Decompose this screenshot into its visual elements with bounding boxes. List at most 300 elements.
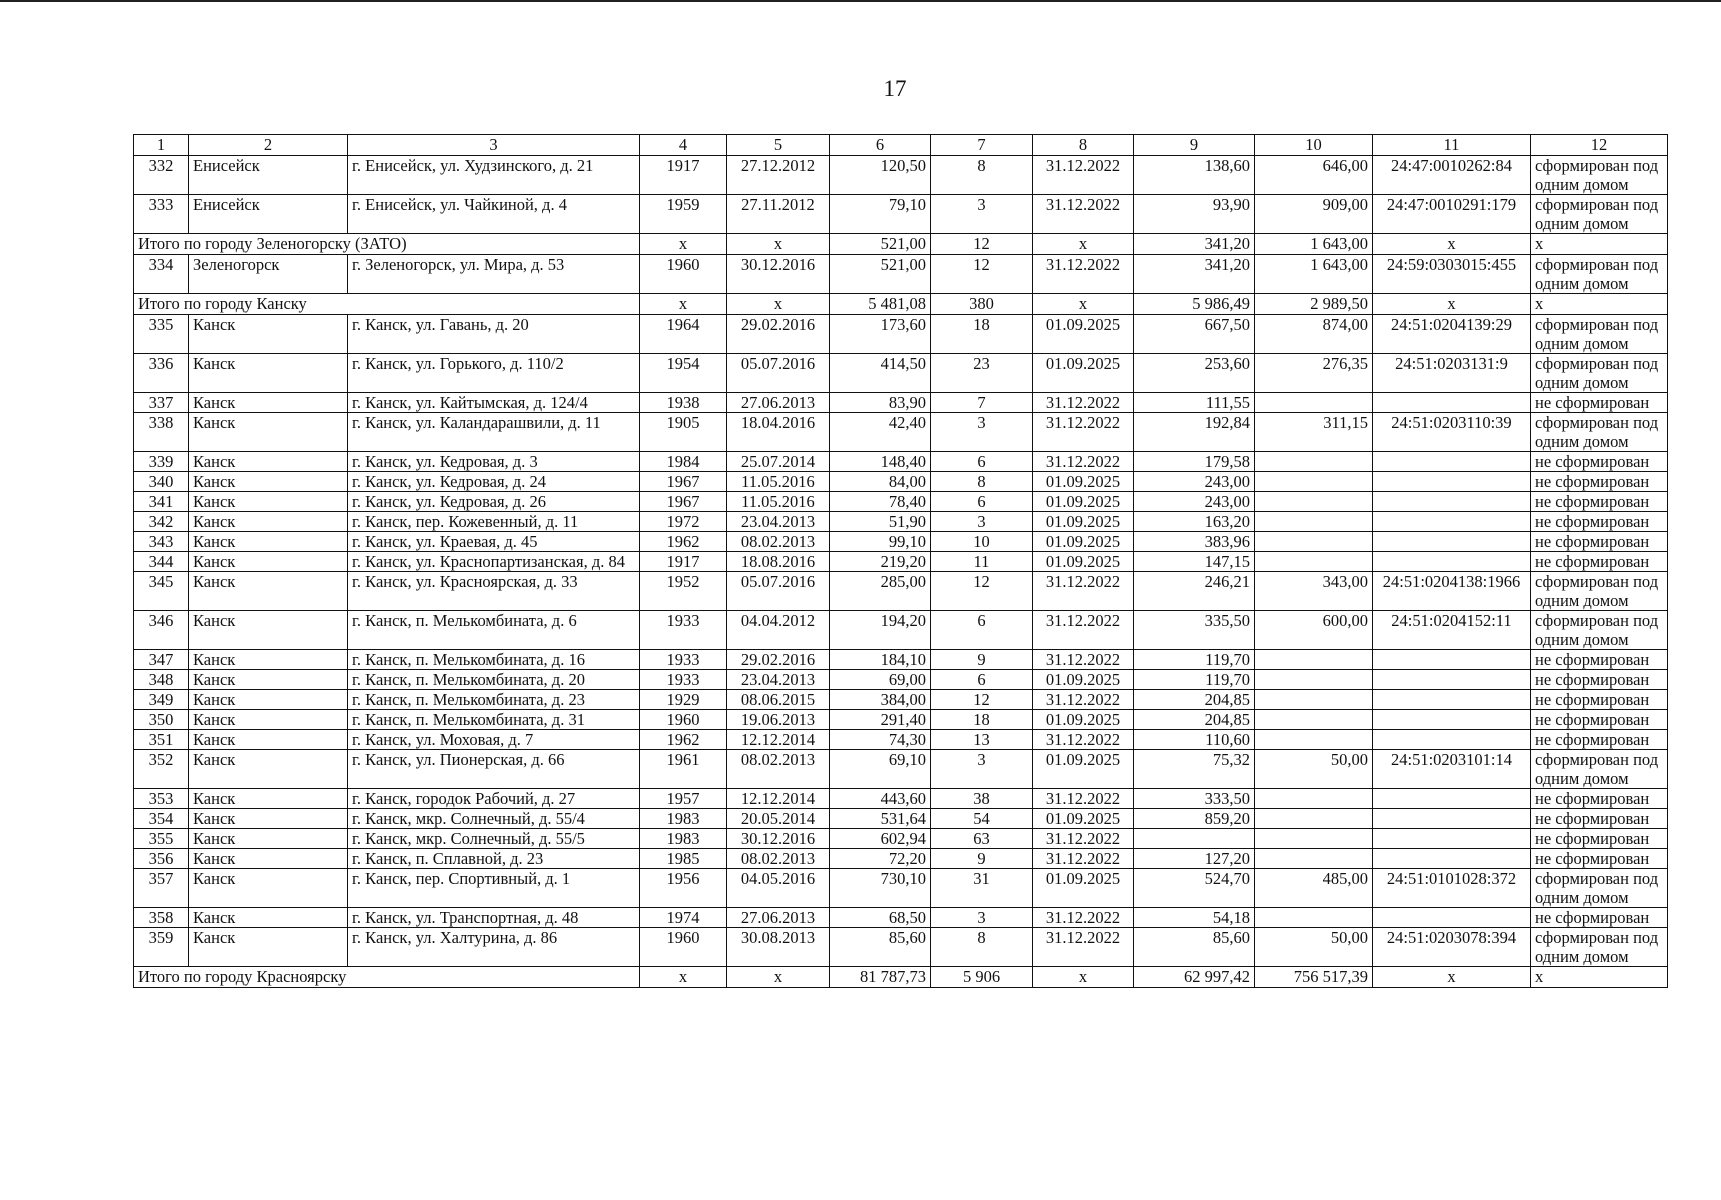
cell-cadastral-number: 24:51:0204152:11 (1373, 611, 1531, 650)
cell-row-number: 332 (134, 156, 189, 195)
table-row (134, 315, 1668, 354)
cell-year-built: 1957 (640, 789, 727, 809)
table-row (134, 670, 1668, 690)
cell-relocation-deadline: 01.09.2025 (1033, 354, 1134, 393)
cell-row-number: 345 (134, 572, 189, 611)
cell-residents: 9 (931, 849, 1033, 869)
cell-land-status: сформирован под одним домом (1531, 195, 1668, 234)
cell-address: г. Канск, ул. Гавань, д. 20 (348, 315, 640, 354)
cell-land-status: не сформирован (1531, 730, 1668, 750)
page-number: 17 (883, 76, 907, 101)
cell-area-9: 179,58 (1134, 452, 1255, 472)
table-body (134, 156, 1668, 988)
cell-relocation-deadline: 01.09.2025 (1033, 869, 1134, 908)
column-number-row (134, 135, 1668, 156)
cell-land-area: 311,15 (1255, 413, 1373, 452)
cell-land-status: не сформирован (1531, 650, 1668, 670)
cell-land-status: не сформирован (1531, 492, 1668, 512)
cell-recognition-date: 05.07.2016 (727, 572, 830, 611)
cell-city: Канск (189, 789, 348, 809)
cell-relocation-deadline: 31.12.2022 (1033, 730, 1134, 750)
cell-land-status: не сформирован (1531, 829, 1668, 849)
cell-recognition-date: 23.04.2013 (727, 512, 830, 532)
cell-area: 74,30 (830, 730, 931, 750)
cell-area: 531,64 (830, 809, 931, 829)
cell-land-area: 485,00 (1255, 869, 1373, 908)
cell-area: 69,00 (830, 670, 931, 690)
cell-land-status: сформирован под одним домом (1531, 869, 1668, 908)
column-header-7: 7 (931, 135, 1033, 156)
page-top-border (0, 0, 1721, 2)
cell-cadastral-number: 24:47:0010262:84 (1373, 156, 1531, 195)
cell-city: Канск (189, 413, 348, 452)
cell-area: 219,20 (830, 552, 931, 572)
cell-city: Канск (189, 829, 348, 849)
cell-relocation-deadline: 01.09.2025 (1033, 512, 1134, 532)
cell-land-area: 50,00 (1255, 928, 1373, 967)
cell-area-9: 54,18 (1134, 908, 1255, 928)
subtotal-land-area: 756 517,39 (1255, 967, 1373, 988)
cell-residents: 11 (931, 552, 1033, 572)
cell-area: 68,50 (830, 908, 931, 928)
cell-residents: 6 (931, 670, 1033, 690)
housing-register-table (133, 134, 1668, 988)
column-header-11: 11 (1373, 135, 1531, 156)
cell-residents: 8 (931, 472, 1033, 492)
cell-area: 414,50 (830, 354, 931, 393)
cell-area-9: 119,70 (1134, 650, 1255, 670)
cell-recognition-date: 27.06.2013 (727, 908, 830, 928)
cell-address: г. Канск, мкр. Солнечный, д. 55/5 (348, 829, 640, 849)
cell-area-9: 204,85 (1134, 710, 1255, 730)
cell-address: г. Канск, мкр. Солнечный, д. 55/4 (348, 809, 640, 829)
cell-land-status: не сформирован (1531, 552, 1668, 572)
cell-address: г. Канск, ул. Кедровая, д. 3 (348, 452, 640, 472)
cell-residents: 6 (931, 492, 1033, 512)
column-header-8: 8 (1033, 135, 1134, 156)
cell-row-number: 349 (134, 690, 189, 710)
table-row (134, 452, 1668, 472)
cell-land-area: 874,00 (1255, 315, 1373, 354)
cell-row-number: 356 (134, 849, 189, 869)
cell-recognition-date: 23.04.2013 (727, 670, 830, 690)
table-row (134, 156, 1668, 195)
cell-area-9: 75,32 (1134, 750, 1255, 789)
cell-relocation-deadline: 31.12.2022 (1033, 849, 1134, 869)
cell-address: г. Енисейск, ул. Чайкиной, д. 4 (348, 195, 640, 234)
cell-land-area: 1 643,00 (1255, 255, 1373, 294)
cell-cadastral-number (1373, 809, 1531, 829)
cell-cadastral-number (1373, 492, 1531, 512)
cell-row-number: 350 (134, 710, 189, 730)
cell-relocation-deadline: 31.12.2022 (1033, 928, 1134, 967)
cell-land-area (1255, 552, 1373, 572)
cell-recognition-date: 11.05.2016 (727, 492, 830, 512)
subtotal-area: 81 787,73 (830, 967, 931, 988)
cell-area: 184,10 (830, 650, 931, 670)
cell-address: г. Канск, п. Сплавной, д. 23 (348, 849, 640, 869)
cell-recognition-date: 25.07.2014 (727, 452, 830, 472)
cell-relocation-deadline: 31.12.2022 (1033, 650, 1134, 670)
cell-land-area (1255, 908, 1373, 928)
cell-cadastral-number (1373, 908, 1531, 928)
cell-recognition-date: 18.04.2016 (727, 413, 830, 452)
cell-area-9: 246,21 (1134, 572, 1255, 611)
cell-area-9: 110,60 (1134, 730, 1255, 750)
cell-row-number: 341 (134, 492, 189, 512)
cell-city: Канск (189, 472, 348, 492)
cell-land-status: не сформирован (1531, 789, 1668, 809)
cell-year-built: 1961 (640, 750, 727, 789)
cell-land-area: 343,00 (1255, 572, 1373, 611)
cell-land-status: не сформирован (1531, 710, 1668, 730)
cell-recognition-date: 30.12.2016 (727, 829, 830, 849)
cell-land-area: 646,00 (1255, 156, 1373, 195)
cell-recognition-date: 29.02.2016 (727, 650, 830, 670)
subtotal-land-status: x (1531, 967, 1668, 988)
subtotal-row (134, 294, 1668, 315)
cell-city: Канск (189, 354, 348, 393)
cell-city: Канск (189, 393, 348, 413)
cell-area-9: 127,20 (1134, 849, 1255, 869)
table-row (134, 393, 1668, 413)
subtotal-year-built: x (640, 294, 727, 315)
subtotal-area-9: 62 997,42 (1134, 967, 1255, 988)
cell-relocation-deadline: 31.12.2022 (1033, 393, 1134, 413)
cell-area: 384,00 (830, 690, 931, 710)
cell-area-9: 243,00 (1134, 492, 1255, 512)
subtotal-cadastral-number: x (1373, 294, 1531, 315)
cell-relocation-deadline: 31.12.2022 (1033, 789, 1134, 809)
cell-recognition-date: 12.12.2014 (727, 789, 830, 809)
cell-relocation-deadline: 01.09.2025 (1033, 472, 1134, 492)
cell-address: г. Канск, п. Мелькомбината, д. 6 (348, 611, 640, 650)
cell-address: г. Канск, ул. Халтурина, д. 86 (348, 928, 640, 967)
cell-area-9: 859,20 (1134, 809, 1255, 829)
cell-area: 79,10 (830, 195, 931, 234)
cell-year-built: 1983 (640, 809, 727, 829)
cell-residents: 54 (931, 809, 1033, 829)
cell-recognition-date: 27.06.2013 (727, 393, 830, 413)
cell-address: г. Канск, п. Мелькомбината, д. 23 (348, 690, 640, 710)
cell-year-built: 1933 (640, 670, 727, 690)
cell-area: 120,50 (830, 156, 931, 195)
cell-cadastral-number: 24:59:0303015:455 (1373, 255, 1531, 294)
cell-cadastral-number (1373, 670, 1531, 690)
column-header-2: 2 (189, 135, 348, 156)
table-row (134, 928, 1668, 967)
subtotal-area-9: 5 986,49 (1134, 294, 1255, 315)
cell-relocation-deadline: 01.09.2025 (1033, 809, 1134, 829)
cell-area-9: 333,50 (1134, 789, 1255, 809)
cell-row-number: 353 (134, 789, 189, 809)
subtotal-label: Итого по городу Зеленогорску (ЗАТО) (134, 234, 640, 255)
cell-city: Канск (189, 908, 348, 928)
cell-recognition-date: 08.02.2013 (727, 849, 830, 869)
cell-cadastral-number: 24:51:0203101:14 (1373, 750, 1531, 789)
cell-cadastral-number (1373, 710, 1531, 730)
cell-cadastral-number (1373, 472, 1531, 492)
cell-recognition-date: 04.05.2016 (727, 869, 830, 908)
cell-city: Енисейск (189, 195, 348, 234)
table-row (134, 552, 1668, 572)
cell-land-status: сформирован под одним домом (1531, 413, 1668, 452)
cell-cadastral-number: 24:51:0203131:9 (1373, 354, 1531, 393)
cell-row-number: 337 (134, 393, 189, 413)
subtotal-area: 5 481,08 (830, 294, 931, 315)
cell-year-built: 1962 (640, 532, 727, 552)
cell-year-built: 1905 (640, 413, 727, 452)
cell-land-area (1255, 789, 1373, 809)
cell-area: 72,20 (830, 849, 931, 869)
table-row (134, 611, 1668, 650)
table-row (134, 572, 1668, 611)
cell-row-number: 346 (134, 611, 189, 650)
cell-residents: 18 (931, 315, 1033, 354)
cell-land-status: не сформирован (1531, 472, 1668, 492)
cell-land-status: не сформирован (1531, 809, 1668, 829)
cell-address: г. Канск, ул. Кедровая, д. 24 (348, 472, 640, 492)
cell-recognition-date: 30.12.2016 (727, 255, 830, 294)
cell-residents: 12 (931, 690, 1033, 710)
cell-area-9: 243,00 (1134, 472, 1255, 492)
cell-residents: 3 (931, 908, 1033, 928)
cell-area: 173,60 (830, 315, 931, 354)
subtotal-recognition-date: x (727, 234, 830, 255)
cell-relocation-deadline: 01.09.2025 (1033, 552, 1134, 572)
cell-area: 730,10 (830, 869, 931, 908)
subtotal-row (134, 967, 1668, 988)
cell-city: Канск (189, 512, 348, 532)
cell-area: 285,00 (830, 572, 931, 611)
cell-year-built: 1972 (640, 512, 727, 532)
cell-row-number: 334 (134, 255, 189, 294)
subtotal-residents: 380 (931, 294, 1033, 315)
cell-residents: 31 (931, 869, 1033, 908)
cell-land-area (1255, 730, 1373, 750)
cell-city: Канск (189, 611, 348, 650)
cell-year-built: 1938 (640, 393, 727, 413)
cell-year-built: 1967 (640, 472, 727, 492)
cell-area-9: 335,50 (1134, 611, 1255, 650)
cell-area-9: 524,70 (1134, 869, 1255, 908)
cell-recognition-date: 04.04.2012 (727, 611, 830, 650)
cell-residents: 18 (931, 710, 1033, 730)
cell-city: Канск (189, 532, 348, 552)
cell-year-built: 1917 (640, 156, 727, 195)
cell-address: г. Канск, ул. Пионерская, д. 66 (348, 750, 640, 789)
cell-land-status: сформирован под одним домом (1531, 611, 1668, 650)
cell-land-area: 600,00 (1255, 611, 1373, 650)
cell-area: 85,60 (830, 928, 931, 967)
cell-area: 148,40 (830, 452, 931, 472)
cell-land-status: не сформирован (1531, 512, 1668, 532)
cell-recognition-date: 20.05.2014 (727, 809, 830, 829)
cell-city: Канск (189, 572, 348, 611)
cell-row-number: 342 (134, 512, 189, 532)
cell-city: Канск (189, 730, 348, 750)
subtotal-recognition-date: x (727, 294, 830, 315)
cell-cadastral-number (1373, 512, 1531, 532)
cell-residents: 12 (931, 572, 1033, 611)
cell-area-9: 119,70 (1134, 670, 1255, 690)
cell-row-number: 336 (134, 354, 189, 393)
cell-row-number: 347 (134, 650, 189, 670)
cell-residents: 9 (931, 650, 1033, 670)
cell-city: Канск (189, 492, 348, 512)
subtotal-cadastral-number: x (1373, 234, 1531, 255)
cell-residents: 3 (931, 750, 1033, 789)
table-row (134, 195, 1668, 234)
cell-address: г. Канск, ул. Краевая, д. 45 (348, 532, 640, 552)
cell-row-number: 344 (134, 552, 189, 572)
cell-cadastral-number (1373, 849, 1531, 869)
cell-area-9: 85,60 (1134, 928, 1255, 967)
cell-city: Канск (189, 670, 348, 690)
cell-residents: 12 (931, 255, 1033, 294)
cell-city: Канск (189, 650, 348, 670)
cell-cadastral-number: 24:51:0203110:39 (1373, 413, 1531, 452)
cell-year-built: 1962 (640, 730, 727, 750)
subtotal-recognition-date: x (727, 967, 830, 988)
cell-address: г. Канск, ул. Каландарашвили, д. 11 (348, 413, 640, 452)
cell-land-area (1255, 849, 1373, 869)
cell-year-built: 1967 (640, 492, 727, 512)
cell-land-area (1255, 650, 1373, 670)
cell-land-status: сформирован под одним домом (1531, 354, 1668, 393)
cell-relocation-deadline: 31.12.2022 (1033, 690, 1134, 710)
cell-recognition-date: 30.08.2013 (727, 928, 830, 967)
subtotal-label: Итого по городу Канску (134, 294, 640, 315)
cell-land-status: сформирован под одним домом (1531, 750, 1668, 789)
cell-year-built: 1933 (640, 611, 727, 650)
cell-address: г. Канск, п. Мелькомбината, д. 31 (348, 710, 640, 730)
cell-cadastral-number: 24:51:0204139:29 (1373, 315, 1531, 354)
cell-year-built: 1933 (640, 650, 727, 670)
cell-area-9: 253,60 (1134, 354, 1255, 393)
cell-residents: 7 (931, 393, 1033, 413)
cell-cadastral-number (1373, 650, 1531, 670)
table-row (134, 532, 1668, 552)
table-row (134, 750, 1668, 789)
cell-residents: 3 (931, 195, 1033, 234)
cell-city: Канск (189, 690, 348, 710)
cell-year-built: 1964 (640, 315, 727, 354)
subtotal-relocation-deadline: x (1033, 967, 1134, 988)
cell-land-area (1255, 393, 1373, 413)
cell-address: г. Зеленогорск, ул. Мира, д. 53 (348, 255, 640, 294)
cell-cadastral-number (1373, 730, 1531, 750)
cell-relocation-deadline: 01.09.2025 (1033, 670, 1134, 690)
cell-area: 69,10 (830, 750, 931, 789)
cell-relocation-deadline: 01.09.2025 (1033, 492, 1134, 512)
cell-area: 99,10 (830, 532, 931, 552)
subtotal-land-status: x (1531, 294, 1668, 315)
subtotal-area: 521,00 (830, 234, 931, 255)
subtotal-year-built: x (640, 967, 727, 988)
cell-row-number: 343 (134, 532, 189, 552)
cell-recognition-date: 08.02.2013 (727, 532, 830, 552)
cell-area-9: 138,60 (1134, 156, 1255, 195)
cell-land-status: сформирован под одним домом (1531, 572, 1668, 611)
cell-year-built: 1917 (640, 552, 727, 572)
cell-address: г. Канск, п. Мелькомбината, д. 20 (348, 670, 640, 690)
cell-land-area (1255, 809, 1373, 829)
cell-area: 84,00 (830, 472, 931, 492)
table-row (134, 492, 1668, 512)
cell-land-area: 276,35 (1255, 354, 1373, 393)
cell-cadastral-number (1373, 532, 1531, 552)
cell-recognition-date: 12.12.2014 (727, 730, 830, 750)
cell-relocation-deadline: 01.09.2025 (1033, 532, 1134, 552)
table-row (134, 472, 1668, 492)
cell-row-number: 348 (134, 670, 189, 690)
cell-cadastral-number (1373, 393, 1531, 413)
cell-land-status: сформирован под одним домом (1531, 928, 1668, 967)
subtotal-residents: 12 (931, 234, 1033, 255)
table-row (134, 829, 1668, 849)
cell-land-status: не сформирован (1531, 690, 1668, 710)
cell-land-status: не сформирован (1531, 532, 1668, 552)
cell-address: г. Канск, ул. Красноярская, д. 33 (348, 572, 640, 611)
cell-address: г. Канск, пер. Спортивный, д. 1 (348, 869, 640, 908)
cell-city: Канск (189, 710, 348, 730)
subtotal-year-built: x (640, 234, 727, 255)
cell-year-built: 1974 (640, 908, 727, 928)
cell-relocation-deadline: 31.12.2022 (1033, 611, 1134, 650)
cell-land-area (1255, 710, 1373, 730)
cell-area-9: 93,90 (1134, 195, 1255, 234)
table-row (134, 650, 1668, 670)
cell-city: Канск (189, 315, 348, 354)
cell-area: 78,40 (830, 492, 931, 512)
cell-area-9: 147,15 (1134, 552, 1255, 572)
cell-year-built: 1929 (640, 690, 727, 710)
cell-cadastral-number (1373, 552, 1531, 572)
cell-area-9: 341,20 (1134, 255, 1255, 294)
cell-relocation-deadline: 31.12.2022 (1033, 572, 1134, 611)
cell-area: 291,40 (830, 710, 931, 730)
subtotal-cadastral-number: x (1373, 967, 1531, 988)
cell-year-built: 1960 (640, 710, 727, 730)
cell-recognition-date: 11.05.2016 (727, 472, 830, 492)
cell-row-number: 352 (134, 750, 189, 789)
cell-area-9: 204,85 (1134, 690, 1255, 710)
cell-land-status: не сформирован (1531, 908, 1668, 928)
cell-area: 443,60 (830, 789, 931, 809)
cell-address: г. Канск, ул. Кедровая, д. 26 (348, 492, 640, 512)
cell-relocation-deadline: 01.09.2025 (1033, 315, 1134, 354)
cell-cadastral-number: 24:51:0204138:1966 (1373, 572, 1531, 611)
cell-area-9: 667,50 (1134, 315, 1255, 354)
cell-land-status: сформирован под одним домом (1531, 255, 1668, 294)
subtotal-area-9: 341,20 (1134, 234, 1255, 255)
cell-address: г. Канск, городок Рабочий, д. 27 (348, 789, 640, 809)
subtotal-relocation-deadline: x (1033, 234, 1134, 255)
subtotal-residents: 5 906 (931, 967, 1033, 988)
table-row (134, 849, 1668, 869)
cell-land-status: не сформирован (1531, 849, 1668, 869)
cell-relocation-deadline: 31.12.2022 (1033, 452, 1134, 472)
column-header-3: 3 (348, 135, 640, 156)
cell-land-area: 909,00 (1255, 195, 1373, 234)
cell-address: г. Енисейск, ул. Худзинского, д. 21 (348, 156, 640, 195)
cell-area-9: 163,20 (1134, 512, 1255, 532)
column-header-5: 5 (727, 135, 830, 156)
subtotal-land-area: 1 643,00 (1255, 234, 1373, 255)
cell-city: Канск (189, 750, 348, 789)
cell-recognition-date: 27.11.2012 (727, 195, 830, 234)
